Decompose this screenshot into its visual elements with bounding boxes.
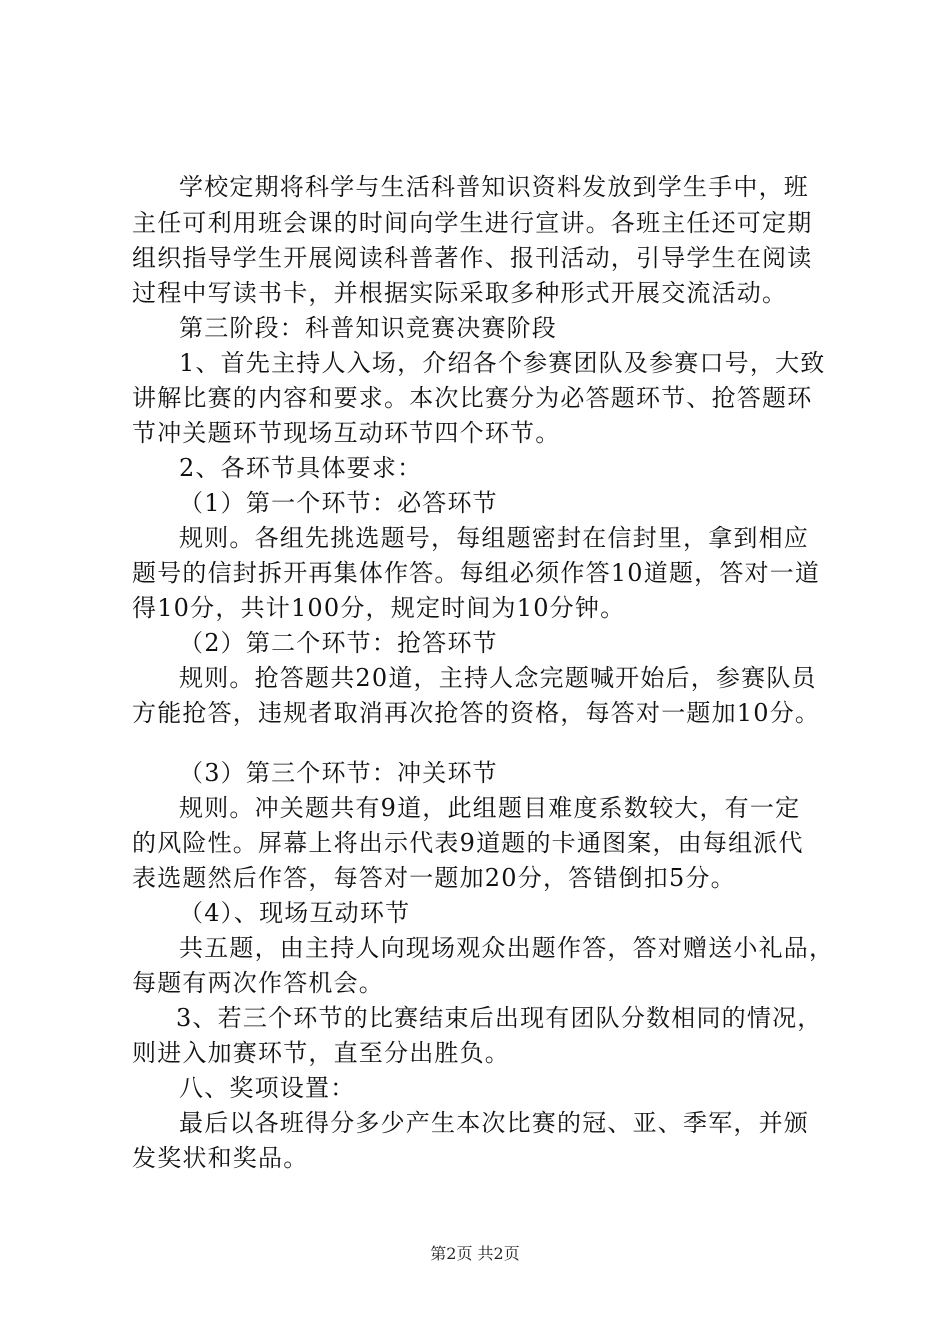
text-line: 过程中写读书卡，并根据实际采取多种形式开展交流活动。 [132, 279, 788, 307]
text-line: 主任可利用班会课的时间向学生进行宣讲。各班主任还可定期 [132, 209, 813, 237]
page-footer: 第2页 共2页 [430, 1244, 520, 1263]
text-line: 2、各环节具体要求： [179, 454, 423, 482]
subsection-heading: （4）、现场互动环节 [179, 899, 411, 927]
section-heading: 第三阶段：科普知识竞赛决赛阶段 [179, 314, 557, 342]
subsection-heading: （2）第二个环节：抢答环节 [179, 629, 498, 657]
text-line: 发奖状和奖品。 [132, 1144, 309, 1172]
text-line: 规则。抢答题共20道，主持人念完题喊开始后，参赛队员 [179, 664, 817, 692]
section-heading: 八、奖项设置： [179, 1074, 356, 1102]
text-line: 1、首先主持人入场，介绍各个参赛团队及参赛口号，大致 [179, 349, 826, 377]
text-line: 3、若三个环节的比赛结束后出现有团队分数相同的情况， [176, 1004, 823, 1032]
text-line: 表选题然后作答，每答对一题加20分，答错倒扣5分。 [132, 864, 736, 892]
text-line: 规则。各组先挑选题号，每组题密封在信封里，拿到相应 [179, 524, 809, 552]
text-line: 学校定期将科学与生活科普知识资料发放到学生手中，班 [179, 173, 809, 201]
text-line: 讲解比赛的内容和要求。本次比赛分为必答题环节、抢答题环 [132, 384, 813, 412]
text-line: 则进入加赛环节，直至分出胜负。 [132, 1039, 510, 1067]
subsection-heading: （3）第三个环节：冲关环节 [179, 759, 498, 787]
text-line: 方能抢答，违规者取消再次抢答的资格，每答对一题加10分。 [132, 699, 821, 727]
text-line: 规则。冲关题共有9道，此组题目难度系数较大，有一定 [179, 794, 801, 822]
text-line: 题号的信封拆开再集体作答。每组必须作答10道题，答对一道 [132, 559, 821, 587]
text-line: 最后以各班得分多少产生本次比赛的冠、亚、季军，并颁 [179, 1109, 809, 1137]
text-line: 得10分，共计100分，规定时间为10分钟。 [132, 594, 626, 622]
text-line: 节冲关题环节现场互动环节四个环节。 [132, 419, 561, 447]
text-line: 共五题，由主持人向现场观众出题作答，答对赠送小礼品， [179, 934, 835, 962]
text-line: 的风险性。屏幕上将出示代表9道题的卡通图案，由每组派代 [132, 829, 804, 857]
subsection-heading: （1）第一个环节：必答环节 [179, 489, 498, 517]
text-line: 组织指导学生开展阅读科普著作、报刊活动，引导学生在阅读 [132, 244, 813, 272]
text-line: 每题有两次作答机会。 [132, 969, 384, 997]
